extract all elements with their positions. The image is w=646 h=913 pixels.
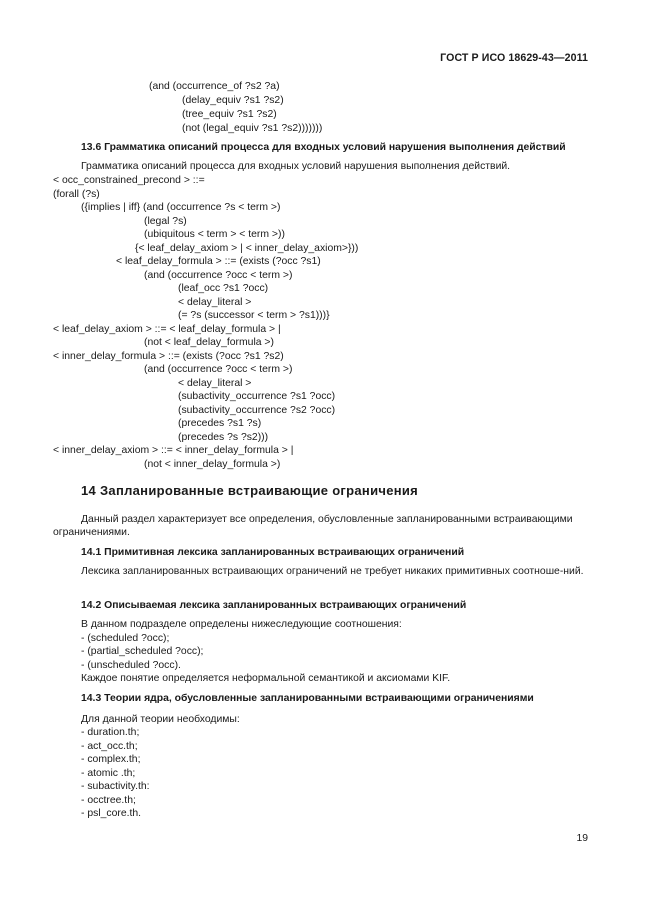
code-line: (not < leaf_delay_formula >) bbox=[144, 337, 274, 348]
standard-header: ГОСТ Р ИСО 18629-43—2011 bbox=[440, 52, 588, 64]
section-paragraph: Лексика запланированных встраивающих ограничений не требует никаких примитивных соотноше-ний. bbox=[81, 566, 584, 577]
code-line: (and (occurrence_of ?s2 ?a) bbox=[149, 81, 280, 92]
section-intro: Грамматика описаний процесса для входных условий нарушения выполнения действий. bbox=[81, 161, 511, 172]
list-item: - (scheduled ?occ); bbox=[81, 633, 170, 644]
code-line: (and (occurrence ?occ < term >) bbox=[144, 364, 293, 375]
list-item: - duration.th; bbox=[81, 727, 140, 738]
code-line: < delay_literal > bbox=[178, 378, 252, 389]
code-line: (leaf_occ ?s1 ?occ) bbox=[178, 283, 269, 294]
code-line: (ubiquitous < term > < term >)) bbox=[144, 229, 285, 240]
list-item: - act_occ.th; bbox=[81, 741, 138, 752]
code-line: (precedes ?s ?s2))) bbox=[178, 432, 269, 443]
code-line: < occ_constrained_precond > ::= bbox=[53, 175, 205, 186]
list-item: - (partial_scheduled ?occ); bbox=[81, 646, 204, 657]
code-line: (not < inner_delay_formula >) bbox=[144, 459, 281, 470]
code-line: < delay_literal > bbox=[178, 297, 252, 308]
section-paragraph: Данный раздел характеризует все определения, обусловленные запланированными встраивающими ограничениями. bbox=[53, 514, 573, 539]
code-line: {< leaf_delay_axiom > | < inner_delay_axiom>})) bbox=[135, 243, 359, 254]
list-item: - (unscheduled ?occ). bbox=[81, 660, 181, 671]
code-line: (subactivity_occurrence ?s1 ?occ) bbox=[178, 391, 336, 402]
code-line: < leaf_delay_formula > ::= (exists (?occ ?s1) bbox=[116, 256, 321, 267]
section-intro: В данном подразделе определены нижеследующие соотношения: bbox=[81, 619, 402, 630]
section-heading-14-3: 14.3 Теории ядра, обусловленные запланированными встраивающими ограничениями bbox=[81, 693, 534, 704]
code-line: (delay_equiv ?s1 ?s2) bbox=[182, 95, 284, 106]
code-line: (and (occurrence ?occ < term >) bbox=[144, 270, 293, 281]
section-heading-14-2: 14.2 Описываемая лексика запланированных встраивающих ограничений bbox=[81, 600, 467, 611]
code-line: < leaf_delay_axiom > ::= < leaf_delay_formula > | bbox=[53, 324, 281, 335]
code-line: (subactivity_occurrence ?s2 ?occ) bbox=[178, 405, 336, 416]
list-item: - complex.th; bbox=[81, 754, 141, 765]
code-line: (tree_equiv ?s1 ?s2) bbox=[182, 109, 277, 120]
code-line: (not (legal_equiv ?s1 ?s2))))))) bbox=[182, 123, 323, 134]
list-item: - occtree.th; bbox=[81, 795, 136, 806]
section-heading-13-6: 13.6 Грамматика описаний процесса для входных условий нарушения выполнения действий bbox=[81, 142, 566, 153]
list-item: - atomic .th; bbox=[81, 768, 136, 779]
code-line: (= ?s (successor < term > ?s1)))} bbox=[178, 310, 330, 321]
code-line: (precedes ?s1 ?s) bbox=[178, 418, 262, 429]
section-heading-14-1: 14.1 Примитивная лексика запланированных встраивающих ограничений bbox=[81, 547, 465, 558]
section-heading-14: 14 Запланированные встраивающие ограничения bbox=[81, 483, 419, 498]
list-item: - subactivity.th: bbox=[81, 781, 150, 792]
section-intro: Для данной теории необходимы: bbox=[81, 714, 240, 725]
page-number: 19 bbox=[576, 833, 588, 844]
section-outro: Каждое понятие определяется неформальной семантикой и аксиомами KIF. bbox=[81, 673, 451, 684]
code-line: (forall (?s) bbox=[53, 189, 100, 200]
code-line: < inner_delay_axiom > ::= < inner_delay_formula > | bbox=[53, 445, 294, 456]
list-item: - psl_core.th. bbox=[81, 808, 142, 819]
code-line: < inner_delay_formula > ::= (exists (?occ ?s1 ?s2) bbox=[53, 351, 284, 362]
code-line: (legal ?s) bbox=[144, 216, 187, 227]
code-line: ({implies | iff} (and (occurrence ?s < term >) bbox=[81, 202, 281, 213]
